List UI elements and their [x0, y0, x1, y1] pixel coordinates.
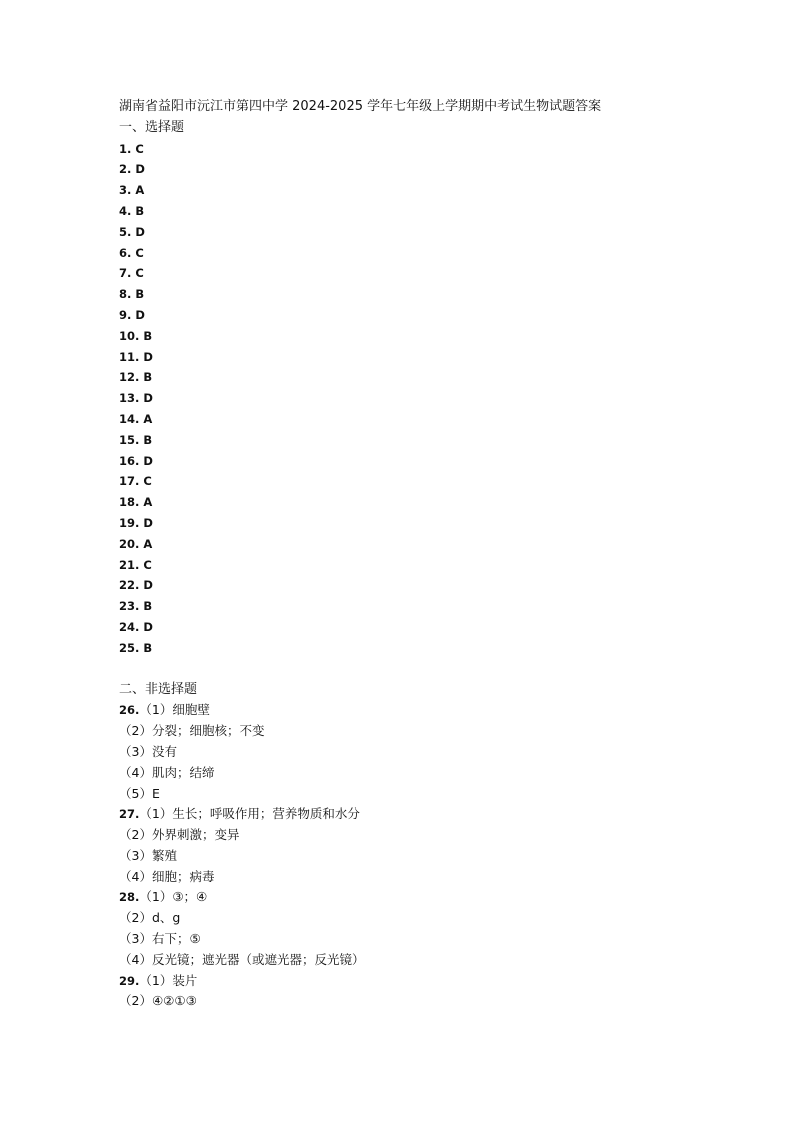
document-title: 湖南省益阳市沅江市第四中学 2024-2025 学年七年级上学期期中考试生物试题答案	[119, 99, 602, 114]
mc-answer-item: 20. A	[119, 536, 153, 551]
question-answer-first-line	[119, 700, 739, 721]
sub-answer: （2）外界刺激；变异	[119, 827, 240, 843]
section-spacer	[119, 659, 739, 680]
sub-answer: （1）生长；呼吸作用；营养物质和水分	[139, 806, 360, 822]
question-number: 26.	[119, 703, 140, 718]
sub-answer: （1）细胞壁	[139, 702, 210, 718]
question-number: 29.	[119, 973, 140, 988]
mc-answer-item: 5. D	[119, 224, 145, 239]
section-heading-multiple-choice: 一、选择题	[119, 119, 185, 135]
mc-answer-item: 17. C	[119, 474, 152, 489]
mc-answer-item: 21. C	[119, 557, 152, 572]
mc-answer-item: 22. D	[119, 578, 153, 593]
sub-answer: （2）d、g	[119, 910, 181, 926]
question-number: 27.	[119, 807, 140, 822]
sub-answer: （5）E	[119, 785, 160, 801]
mc-answer-item: 2. D	[119, 162, 145, 177]
mc-answer-item: 3. A	[119, 183, 145, 198]
mc-answer-item: 8. B	[119, 287, 145, 302]
sub-answer: （4）肌肉；结缔	[119, 764, 215, 780]
sub-answer: （4）反光镜；遮光器（或遮光器；反光镜）	[119, 951, 365, 967]
mc-answer-item: 9. D	[119, 307, 145, 322]
multiple-choice-answer-list	[119, 139, 739, 659]
sub-answer: （1）③；④	[139, 889, 208, 905]
sub-answer: （3）没有	[119, 743, 177, 759]
question-answer-first-line	[119, 971, 739, 992]
mc-answer-item: 1. C	[119, 141, 144, 156]
sub-answer: （2）④②①③	[119, 993, 197, 1009]
mc-answer-item: 14. A	[119, 411, 153, 426]
non-choice-answer-list	[119, 700, 739, 1012]
mc-answer-item: 4. B	[119, 203, 145, 218]
mc-answer-item: 24. D	[119, 619, 153, 634]
mc-answer-item: 7. C	[119, 266, 144, 281]
section-heading-non-choice: 二、非选择题	[119, 681, 198, 697]
mc-answer-item: 6. C	[119, 245, 144, 260]
sub-answer: （3）繁殖	[119, 847, 177, 863]
mc-answer-item: 11. D	[119, 349, 153, 364]
mc-answer-item: 13. D	[119, 391, 153, 406]
question-answer-first-line	[119, 804, 739, 825]
mc-answer-item: 25. B	[119, 640, 153, 655]
mc-answer-item: 15. B	[119, 432, 153, 447]
mc-answer-item: 10. B	[119, 328, 153, 343]
mc-answer-item: 18. A	[119, 495, 153, 510]
sub-answer: （2）分裂；细胞核；不变	[119, 723, 265, 739]
mc-answer-item: 12. B	[119, 370, 153, 385]
mc-answer-item: 16. D	[119, 453, 153, 468]
question-answer-first-line	[119, 887, 739, 908]
sub-answer: （1）装片	[139, 972, 198, 988]
mc-answer-item: 23. B	[119, 599, 153, 614]
sub-answer: （3）右下；⑤	[119, 931, 201, 947]
sub-answer: （4）细胞；病毒	[119, 868, 215, 884]
mc-answer-item: 19. D	[119, 515, 153, 530]
question-number: 28.	[119, 890, 140, 905]
answer-sheet	[119, 97, 739, 1012]
